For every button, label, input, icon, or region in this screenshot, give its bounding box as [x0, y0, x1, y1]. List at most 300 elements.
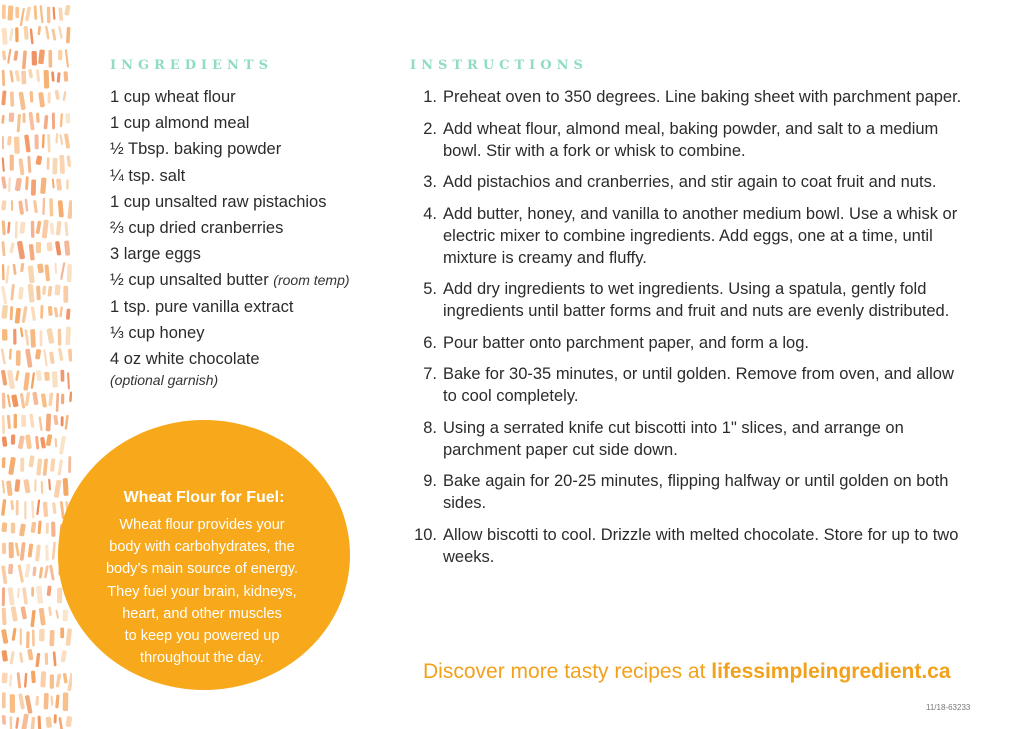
brush-stroke — [20, 628, 22, 645]
brush-stroke — [58, 200, 64, 217]
brush-stroke — [34, 5, 38, 20]
ingredients-heading: INGREDIENTS — [110, 58, 273, 73]
brush-stroke — [55, 285, 61, 296]
brush-stroke — [28, 265, 35, 283]
brush-stroke — [52, 178, 55, 188]
callout-line: They fuel your brain, kidneys, — [107, 583, 297, 600]
brush-stroke — [22, 587, 28, 605]
brush-stroke — [32, 392, 38, 406]
brush-stroke — [20, 393, 26, 409]
brush-stroke — [47, 7, 51, 24]
step-text: Add pistachios and cranberries, and stir again to coat fruit and nuts. — [443, 173, 937, 191]
brush-stroke — [25, 6, 31, 21]
brush-stroke — [18, 693, 25, 709]
brush-stroke — [40, 437, 46, 449]
brush-stroke — [2, 4, 6, 19]
brush-stroke — [61, 394, 64, 405]
step-number: 6. — [423, 333, 437, 352]
brush-stroke — [34, 479, 36, 492]
brush-stroke — [14, 414, 17, 429]
brush-stroke — [25, 563, 31, 577]
brush-stroke — [24, 329, 29, 346]
brush-stroke — [18, 158, 24, 175]
brush-stroke — [37, 263, 44, 273]
callout-title: Wheat Flour for Fuel: — [123, 489, 285, 506]
brush-stroke — [1, 629, 8, 644]
brush-stroke — [30, 329, 36, 348]
brush-stroke — [7, 136, 12, 146]
brush-stroke — [57, 72, 61, 83]
brush-stroke — [65, 49, 69, 68]
brush-stroke — [2, 329, 8, 341]
ingredient-item — [110, 110, 400, 136]
brush-stroke — [9, 674, 13, 687]
instruction-step — [408, 278, 968, 322]
brush-stroke — [49, 630, 54, 646]
ingredient-text: ¼ tsp. salt — [110, 166, 186, 185]
brush-stroke — [60, 627, 64, 638]
brush-stroke — [9, 113, 15, 122]
brush-stroke — [31, 179, 36, 195]
brush-stroke — [56, 393, 59, 412]
brush-stroke — [63, 91, 67, 101]
brush-stroke — [8, 564, 13, 575]
brush-stroke — [58, 7, 63, 21]
brush-stroke — [51, 71, 55, 81]
brush-stroke — [1, 348, 6, 364]
brush-stroke — [17, 114, 21, 133]
brush-stroke — [19, 523, 26, 536]
brush-stroke — [58, 26, 63, 39]
ingredient-item — [110, 294, 400, 320]
brush-stroke — [36, 499, 40, 515]
brush-stroke — [9, 651, 14, 665]
brush-stroke — [42, 219, 49, 238]
brush-stroke — [24, 501, 26, 519]
brush-stroke — [61, 416, 64, 426]
brush-stroke — [1, 286, 8, 305]
instruction-step — [408, 86, 968, 108]
brush-stroke — [15, 717, 19, 729]
brush-stroke — [17, 588, 20, 599]
brush-stroke — [2, 415, 5, 434]
brush-stroke — [66, 179, 69, 189]
brush-stroke — [22, 306, 28, 323]
brush-stroke — [8, 587, 15, 606]
brush-stroke — [33, 200, 38, 213]
brush-stroke — [29, 244, 35, 261]
brush-stroke — [45, 26, 50, 40]
brush-stroke — [64, 5, 70, 16]
brush-stroke — [44, 70, 50, 89]
brush-stroke — [60, 650, 66, 663]
callout-line: Wheat flour provides your — [119, 517, 285, 533]
brush-stroke — [44, 115, 49, 129]
brush-stroke — [21, 415, 26, 427]
footer-cta — [423, 660, 951, 684]
brush-stroke — [18, 92, 25, 111]
brush-stroke — [6, 480, 13, 496]
brush-stroke — [58, 50, 62, 61]
instruction-step — [408, 332, 968, 354]
ingredient-text: 1 tsp. pure vanilla extract — [110, 297, 294, 316]
brush-stroke — [15, 27, 19, 42]
brush-stroke — [2, 608, 7, 625]
step-text: Preheat oven to 350 degrees. Line baking sheet with parchment paper. — [443, 88, 962, 106]
brush-stroke — [69, 391, 72, 402]
brush-stroke — [54, 263, 57, 274]
brush-stroke — [20, 327, 24, 337]
brush-stroke — [35, 696, 39, 706]
brush-stroke — [38, 520, 42, 534]
instruction-step — [408, 417, 968, 461]
brush-stroke — [23, 479, 30, 493]
brush-stroke — [31, 372, 36, 389]
ingredient-item — [110, 163, 400, 189]
brush-stroke — [42, 134, 45, 148]
ingredient-item — [110, 346, 400, 388]
instruction-step — [408, 524, 968, 568]
brush-stroke — [44, 372, 50, 381]
brush-stroke — [10, 500, 14, 510]
brush-stroke — [32, 51, 38, 66]
brush-stroke — [52, 371, 58, 387]
instruction-step — [408, 171, 968, 193]
brush-stroke — [21, 713, 29, 729]
brush-stroke — [31, 671, 36, 684]
brush-stroke — [8, 177, 11, 192]
brush-stroke — [57, 459, 63, 476]
brush-stroke — [31, 522, 37, 533]
brush-stroke — [7, 394, 11, 407]
brush-stroke — [64, 240, 70, 255]
brush-stroke — [7, 49, 11, 64]
brush-stroke — [36, 370, 43, 382]
brush-stroke — [65, 415, 69, 430]
brush-stroke — [66, 628, 72, 646]
brush-stroke — [31, 500, 35, 518]
brush-stroke — [25, 176, 29, 190]
brush-stroke — [37, 26, 41, 36]
brush-stroke — [47, 286, 52, 297]
brush-stroke — [35, 545, 41, 562]
brush-stroke — [1, 115, 4, 124]
brush-stroke — [34, 134, 38, 149]
brush-stroke — [41, 393, 47, 407]
brush-stroke — [25, 349, 32, 368]
brush-stroke — [50, 223, 54, 235]
instruction-step — [408, 203, 968, 269]
brush-stroke — [2, 587, 5, 606]
brush-stroke — [32, 566, 36, 576]
brush-stroke — [46, 434, 53, 446]
brush-stroke — [18, 200, 24, 215]
brush-stroke — [64, 222, 68, 237]
brush-stroke — [59, 134, 63, 145]
brush-stroke — [38, 416, 42, 431]
brush-stroke — [30, 28, 34, 44]
brush-stroke — [63, 673, 68, 684]
brush-stroke — [59, 436, 66, 455]
brush-stroke — [15, 308, 21, 324]
brush-stroke — [8, 457, 16, 475]
brush-stroke — [35, 349, 41, 360]
brush-stroke — [15, 370, 19, 381]
brush-stroke — [2, 715, 6, 725]
brush-stroke — [2, 50, 6, 60]
brush-stroke — [39, 608, 46, 626]
brush-stroke — [19, 652, 23, 663]
brush-stroke — [2, 264, 5, 280]
brush-stroke — [11, 200, 13, 211]
brush-stroke — [38, 49, 45, 64]
brush-stroke — [15, 542, 20, 556]
brush-stroke — [1, 650, 8, 662]
brush-stroke — [36, 113, 40, 123]
brush-stroke — [52, 7, 55, 20]
brush-stroke — [56, 673, 62, 687]
brush-stroke — [53, 651, 57, 666]
brush-stroke — [60, 370, 64, 382]
brush-stroke — [28, 284, 35, 303]
brush-stroke — [35, 155, 42, 165]
brush-stroke — [52, 502, 57, 514]
brush-stroke — [1, 370, 8, 386]
brush-stroke — [64, 133, 70, 149]
brush-stroke — [58, 348, 64, 361]
brush-stroke — [15, 7, 19, 18]
brush-stroke — [46, 414, 51, 432]
brush-stroke — [63, 286, 68, 303]
brush-stroke — [39, 5, 43, 23]
brush-stroke — [16, 350, 21, 366]
brush-stroke — [10, 716, 13, 729]
brush-stroke — [36, 242, 41, 253]
brush-stroke — [9, 348, 12, 359]
ingredient-item — [110, 189, 400, 215]
brush-stroke — [15, 70, 21, 82]
step-number: 5. — [423, 280, 437, 298]
brush-stroke — [40, 177, 46, 194]
brush-stroke — [60, 262, 65, 280]
brush-stroke — [43, 502, 48, 517]
brush-stroke — [2, 673, 8, 684]
callout-line: body’s main source of energy. — [105, 561, 299, 578]
ingredient-item — [110, 84, 400, 110]
brush-stroke — [17, 241, 25, 260]
brush-stroke — [48, 306, 53, 316]
brush-stroke — [39, 629, 45, 642]
brush-stroke — [35, 436, 39, 450]
brush-stroke — [1, 241, 5, 256]
brush-stroke — [40, 330, 43, 346]
brush-stroke — [20, 606, 27, 619]
footer-prefix: Discover more tasty recipes at — [423, 660, 712, 683]
brush-stroke — [2, 692, 6, 708]
brush-stroke — [32, 629, 35, 646]
brush-stroke — [1, 565, 7, 584]
brush-stroke — [17, 672, 22, 688]
brush-stroke — [66, 27, 70, 44]
brush-stroke — [40, 671, 46, 687]
brush-stroke — [23, 372, 30, 391]
brush-stroke — [55, 133, 58, 143]
brush-stroke — [55, 609, 59, 619]
ingredient-item — [110, 241, 400, 267]
brush-stroke — [15, 221, 18, 239]
instruction-step — [408, 118, 968, 162]
brush-stroke — [55, 241, 61, 256]
brush-stroke — [48, 606, 52, 616]
step-text: Add dry ingredients to wet ingredients. Using a spatula, gently fold ingredients until batter forms and fruit and nuts are evenly distributed. — [443, 280, 950, 320]
ingredient-text: ½ Tbsp. baking powder — [110, 140, 282, 159]
brush-stroke — [11, 606, 18, 622]
callout-line: body with carbohydrates, the — [109, 539, 295, 556]
brush-stroke — [41, 481, 43, 494]
ingredient-text: ⅓ cup honey — [110, 323, 205, 342]
brush-stroke — [9, 70, 14, 83]
brush-stroke — [50, 458, 56, 471]
brush-stroke — [36, 586, 43, 604]
brush-stroke — [40, 305, 43, 319]
brush-stroke — [44, 264, 50, 281]
brush-stroke — [51, 522, 55, 537]
brush-stroke — [35, 653, 40, 667]
brush-stroke — [14, 137, 20, 154]
step-number: 3. — [423, 173, 437, 191]
brush-stroke — [54, 307, 59, 318]
brush-stroke — [16, 500, 19, 516]
brush-stroke — [66, 309, 71, 320]
ingredient-item — [110, 267, 400, 293]
brush-stroke — [7, 221, 11, 233]
ingredient-text: ½ cup unsalted butter — [110, 271, 269, 290]
brush-stroke — [31, 587, 34, 597]
brush-stroke — [1, 522, 7, 532]
brush-stroke — [47, 134, 51, 153]
brush-stroke — [62, 609, 68, 621]
brush-stroke — [2, 28, 8, 45]
callout-body — [82, 514, 322, 669]
brush-stroke — [52, 542, 56, 560]
brush-stroke — [18, 564, 24, 583]
brush-stroke — [26, 631, 30, 648]
brush-stroke — [56, 178, 62, 190]
brush-stroke — [1, 499, 6, 516]
brush-stroke — [30, 610, 35, 627]
brush-stroke — [67, 372, 70, 389]
brush-stroke — [31, 221, 35, 238]
brush-stroke — [2, 157, 5, 172]
brush-stroke — [44, 693, 49, 709]
ingredient-text: 1 cup almond meal — [110, 114, 250, 133]
ingredient-subnote: (optional garnish) — [110, 372, 219, 389]
brush-stroke — [12, 628, 17, 641]
brush-stroke — [25, 434, 32, 449]
brush-stroke — [1, 305, 8, 319]
brush-stroke — [2, 436, 8, 447]
brush-stroke — [66, 716, 72, 727]
instructions-list — [408, 86, 968, 577]
brush-stroke — [63, 692, 69, 711]
brush-stroke — [24, 673, 28, 688]
brush-stroke — [2, 220, 6, 235]
brush-stroke — [21, 71, 26, 85]
brush-stroke — [29, 413, 34, 428]
brush-stroke — [56, 221, 62, 236]
brush-stroke — [9, 28, 14, 41]
brush-stroke — [9, 242, 14, 253]
brush-stroke — [22, 50, 27, 69]
brush-stroke — [51, 28, 56, 40]
brush-stroke — [45, 545, 49, 561]
brush-stroke — [18, 287, 24, 300]
brush-stroke — [58, 717, 63, 729]
brush-stroke — [7, 415, 11, 429]
step-text: Add wheat flour, almond meal, baking powder, and salt to a medium bowl. Stir with a fork or whisk to combine. — [443, 119, 939, 160]
brush-stroke — [14, 479, 20, 492]
step-number: 10. — [414, 525, 437, 544]
brush-stroke — [12, 264, 16, 276]
brush-stroke — [10, 284, 15, 301]
callout-line: throughout the day. — [140, 650, 264, 667]
brush-stroke — [30, 91, 34, 103]
ingredients-list — [110, 84, 400, 388]
brush-stroke — [36, 221, 42, 235]
brush-stroke — [10, 306, 14, 320]
brush-stroke — [48, 392, 53, 406]
ingredient-text: 1 cup wheat flour — [110, 88, 236, 106]
brush-stroke — [68, 349, 72, 362]
brush-stroke — [45, 653, 49, 665]
brush-stroke — [54, 90, 60, 100]
brush-stroke — [44, 565, 49, 578]
brush-stroke — [2, 480, 6, 494]
decorative-brush-strip — [0, 0, 72, 729]
brush-stroke — [49, 351, 55, 364]
brush-stroke — [47, 157, 50, 170]
brush-stroke — [27, 156, 31, 173]
brush-stroke — [31, 306, 36, 321]
step-number: 8. — [423, 418, 437, 437]
footer-link[interactable]: lifessimpleingredient.ca — [711, 660, 951, 683]
brush-stroke — [68, 456, 71, 473]
brush-stroke — [46, 242, 53, 252]
step-text: Bake again for 20-25 minutes, flipping halfway or until golden on both sides. — [443, 472, 949, 512]
document-code: 11/18-63233 — [926, 703, 971, 712]
brush-stroke — [49, 198, 53, 216]
brush-stroke — [43, 458, 48, 475]
brush-stroke — [42, 198, 45, 215]
brush-stroke — [57, 588, 62, 604]
ingredient-item — [110, 136, 400, 162]
brush-stroke — [50, 696, 53, 706]
brush-stroke — [45, 717, 52, 728]
brush-pattern — [0, 0, 72, 729]
brush-stroke — [28, 69, 33, 79]
brush-stroke — [50, 674, 54, 688]
ingredient-text: 1 cup unsalted raw pistachios — [110, 192, 327, 211]
brush-stroke — [46, 523, 49, 534]
brush-stroke — [54, 714, 57, 723]
brush-stroke — [47, 92, 50, 103]
step-text: Add butter, honey, and vanilla to another medium bowl. Use a whisk or electric mixer to combine ingredients. Add eggs, one at a time, until mixture is creamy and fluffy. — [443, 204, 958, 267]
step-number: 9. — [423, 472, 437, 490]
step-number: 4. — [423, 204, 437, 223]
step-text: Allow biscotti to cool. Drizzle with melted chocolate. Store for up to two weeks. — [443, 525, 959, 566]
brush-stroke — [9, 542, 14, 558]
ingredient-item — [110, 320, 400, 346]
